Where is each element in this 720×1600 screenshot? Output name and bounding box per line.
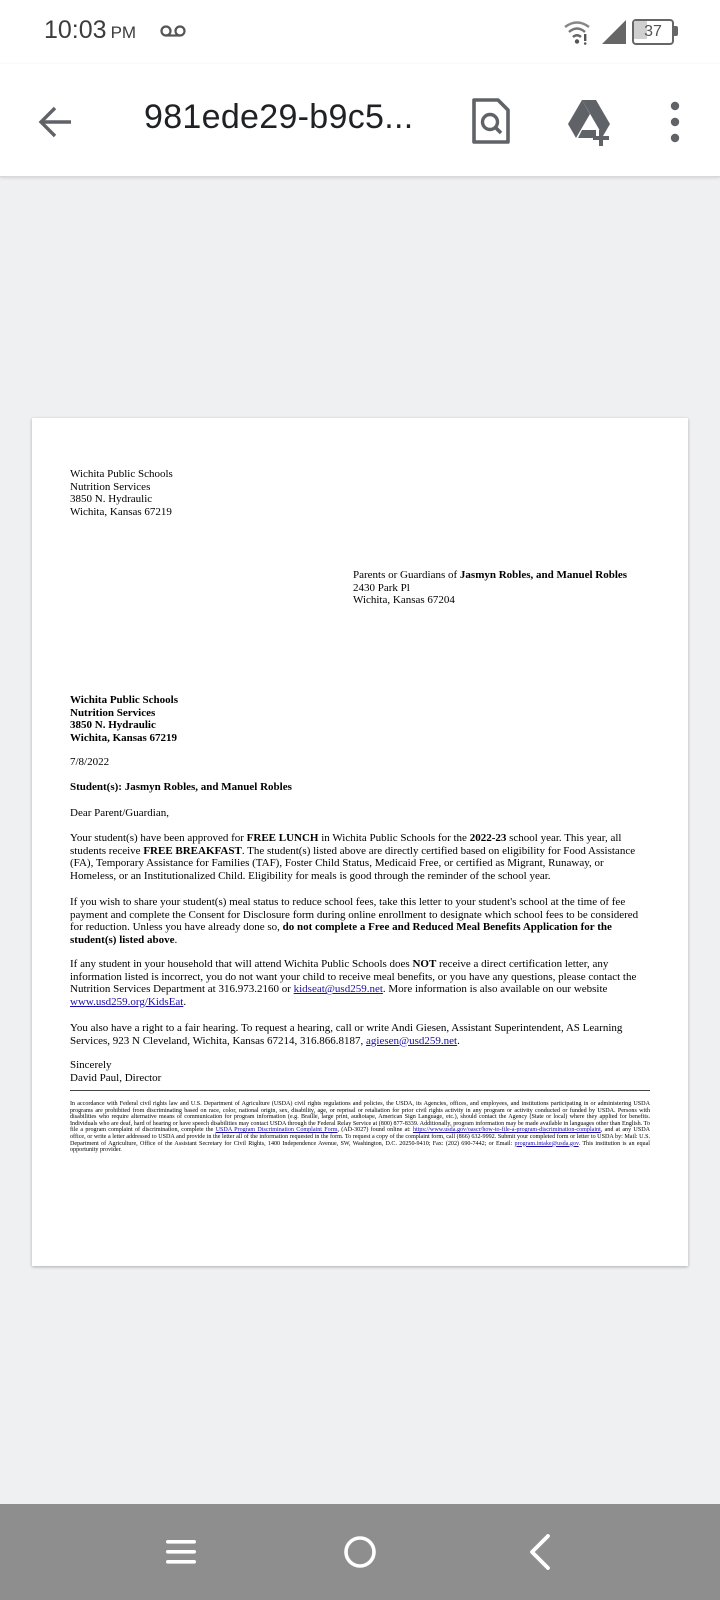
sender-bold-line-4: Wichita, Kansas 67219 bbox=[70, 731, 178, 744]
add-to-drive-button[interactable] bbox=[566, 98, 616, 148]
recent-apps-button[interactable] bbox=[150, 1526, 210, 1578]
back-icon bbox=[510, 1526, 570, 1578]
battery-icon bbox=[632, 19, 676, 45]
paragraph-approval: Your student(s) have been approved for FREE LUNCH in Wichita Public Schools for the 2022-23 school year. This year, all students receive FREE BREAKFAST. The student(s) listed above are directly certified based on eligibility for Food Assistance (FA), Temporary Assistance for Families (TAF), Foster Child Status, Medicaid Free, or certified as Migrant, Runaway, or Homeless, or an Institutionalized Child. Eligibility for meals is good through the reminder of the school year. bbox=[70, 832, 636, 882]
navigation-bar bbox=[0, 1504, 720, 1600]
sender-line-3: 3850 N. Hydraulic bbox=[70, 493, 153, 505]
wifi-icon bbox=[563, 18, 591, 46]
agiesen-email-link[interactable]: agiesen@usd259.net bbox=[366, 1034, 458, 1047]
recipient-names: Jasmyn Robles, and Manuel Robles bbox=[459, 569, 628, 581]
sender-line-2: Nutrition Services bbox=[70, 480, 151, 493]
back-arrow-icon bbox=[38, 106, 74, 138]
nondiscrimination-statement: In accordance with Federal civil rights law and U.S. Department of Agriculture (USDA) civil rights regulations and policies, the USDA, its Agencies, offices, and employees, and institutions participating in or administering USDA programs are prohibited from discriminating based on race, color, national origin, sex, disability, age, or reprisal or retaliation for prior civil rights activity in any program or activity conducted or funded by USDA. Persons with disabilities who require alternative means of communication for program information (e.g. Braille, large print, audiotape, American Sign Language, etc.), should contact the Agency (State or local) where they applied for benefits. Individuals who are deaf, hard of hearing or have speech disabilities may contact USDA through the Federal Relay Service at (800) 877-8339. Additionally, program information may be made available in languages other than English. To file a program complaint of discrimination, complete the USDA Program Discrimination Complaint Form, (AD-3027) found online at: https://www.usda.gov/oascr/how-to-file-a-program-discrimination-complaint, and at any USDA office, or write a letter addressed to USDA and provide in the letter all of the information requested in the form. To request a copy of the complaint form, call (866) 632-9992. Submit your completed form or letter to USDA by: Mail: U.S. Department of Agriculture, Office of the Assistant Secretary for Civil Rights, 1400 Independence Avenue, SW, Washington, D.C. 20250-9410; Fax: (202) 690-7442; or Email: program.intake@usda.gov. This institution is an equal opportunity provider. bbox=[70, 1101, 651, 1154]
sender-line-4: Wichita, Kansas 67219 bbox=[70, 505, 172, 518]
salutation: Dear Parent/Guardian, bbox=[70, 807, 169, 819]
recipient-line-1 bbox=[353, 569, 627, 582]
more-options-button[interactable] bbox=[660, 96, 690, 148]
recipient-prefix: Parents or Guardians of bbox=[353, 569, 460, 581]
recipient-street: 2430 Park Pl bbox=[353, 581, 410, 594]
app-bar bbox=[0, 64, 720, 177]
sender-line-1: Wichita Public Schools bbox=[70, 468, 173, 480]
find-in-document-icon bbox=[470, 96, 520, 148]
more-vert-icon bbox=[660, 96, 690, 148]
document-title: 981ede29-b9c5... bbox=[144, 98, 414, 136]
clock-time: 10:03 bbox=[44, 16, 107, 44]
complaint-form-link[interactable]: USDA Program Discrimination Complaint Form bbox=[215, 1127, 338, 1134]
sender-bold-line-2: Nutrition Services bbox=[70, 706, 156, 719]
letter-date: 7/8/2022 bbox=[70, 756, 110, 768]
recipient-city: Wichita, Kansas 67204 bbox=[353, 594, 455, 606]
back-button[interactable] bbox=[30, 96, 82, 148]
students-line: Student(s): Jasmyn Robles, and Manuel Robles bbox=[70, 781, 292, 793]
footer-divider bbox=[70, 1090, 650, 1091]
pdf-page bbox=[32, 418, 688, 1266]
paragraph-contact: If any student in your household that will attend Wichita Public Schools does NOT receive a direct certification letter, any information listed is incorrect, you do not want your child to receive meal benefits, or you have any questions, please contact the Nutrition Services Department at 316.973.2160 or kidseat@usd259.net. More information is also available on our website www.usd259.org/KidsEat. bbox=[70, 958, 637, 1008]
home-button[interactable] bbox=[330, 1526, 390, 1578]
system-back-button[interactable] bbox=[510, 1526, 570, 1578]
paragraph-fair-hearing: You also have a right to a fair hearing. To request a hearing, call or write Andi Giesen, Assistant Superintendent, AS Learning Services, 923 N Cleveland, Wichita, Kansas 67214, 316.866.8187, agiesen@usd259.net. bbox=[70, 1022, 623, 1047]
paragraph-school-fees: If you wish to share your student(s) meal status to reduce school fees, take this letter to your student's school at the time of fee payment and complete the Consent for Disclosure form during online enrollment to designate which school fees to be considered for reduction. Unless you have already done so, do not complete a Free and Reduced Meal Benefits Application for the student(s) listed above. bbox=[70, 896, 639, 946]
signal-icon bbox=[601, 19, 627, 45]
usda-complaint-url-link[interactable]: https://www.usda.gov/oascr/how-to-file-a-program-discrimination-complaint bbox=[413, 1127, 601, 1134]
battery-level: 37 bbox=[644, 23, 662, 40]
clock bbox=[44, 16, 136, 45]
add-to-drive-icon bbox=[566, 98, 616, 148]
find-in-document-button[interactable] bbox=[470, 96, 520, 148]
voicemail-icon bbox=[160, 24, 186, 38]
signature: David Paul, Director bbox=[70, 1071, 162, 1084]
clock-ampm: PM bbox=[110, 23, 137, 42]
sender-bold-line-3: 3850 N. Hydraulic bbox=[70, 719, 156, 731]
recent-apps-icon bbox=[150, 1526, 210, 1578]
kidseat-website-link[interactable]: www.usd259.org/KidsEat bbox=[70, 995, 184, 1008]
kidseat-email-link[interactable]: kidseat@usd259.net bbox=[293, 983, 383, 996]
program-intake-email-link[interactable]: program.intake@usda.gov bbox=[514, 1140, 579, 1147]
home-icon bbox=[330, 1526, 390, 1578]
sender-bold-line-1: Wichita Public Schools bbox=[70, 694, 178, 706]
status-bar bbox=[0, 0, 720, 64]
closing: Sincerely bbox=[70, 1059, 112, 1071]
